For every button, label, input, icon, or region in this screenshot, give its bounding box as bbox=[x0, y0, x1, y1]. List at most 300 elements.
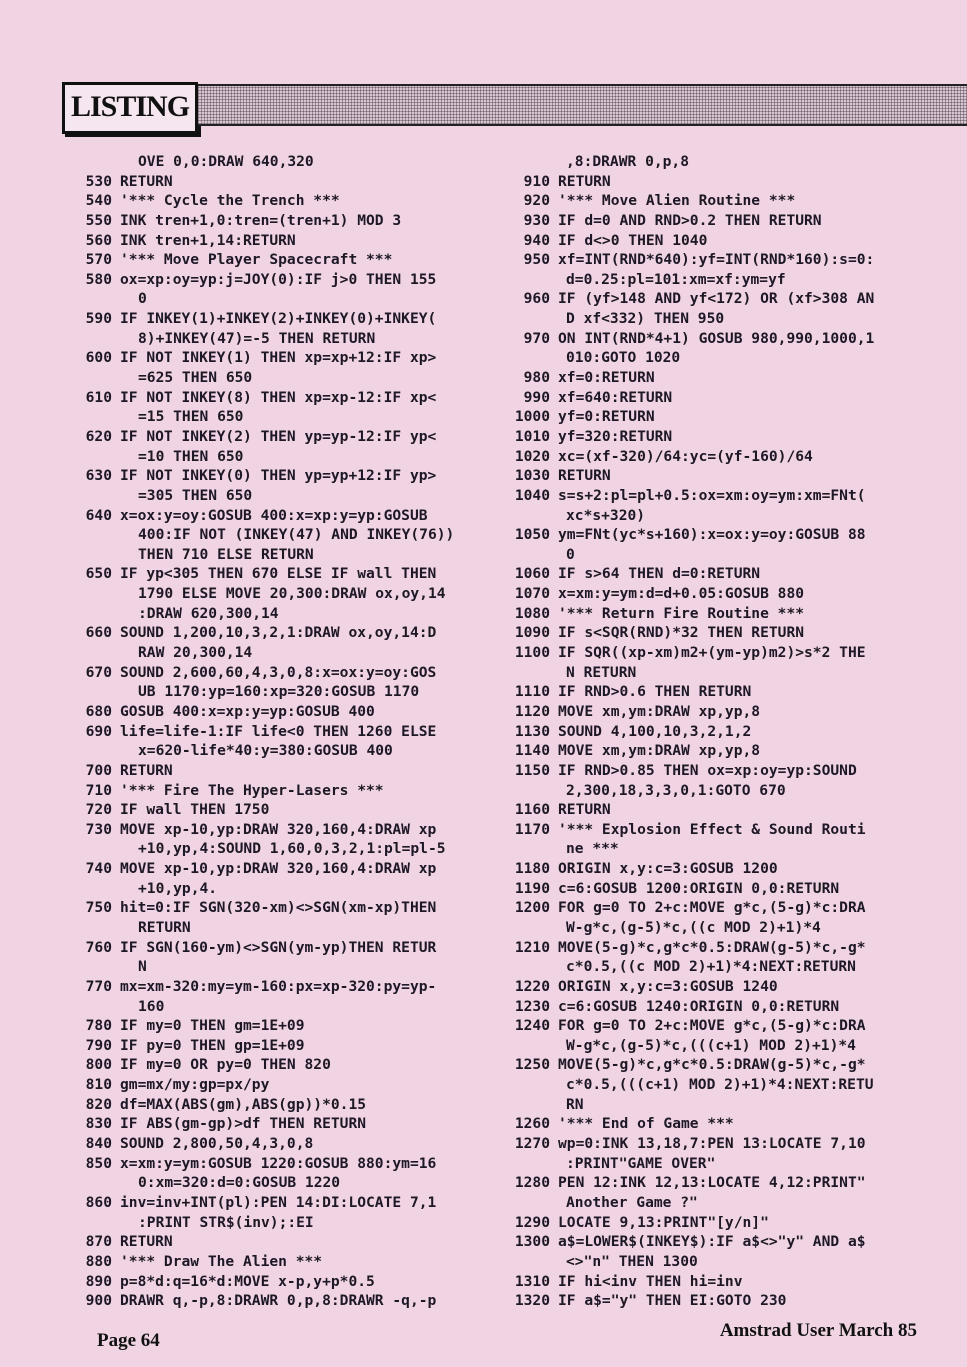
code-text: N bbox=[138, 958, 147, 976]
code-line bbox=[72, 388, 472, 408]
code-text: THEN 710 ELSE RETURN bbox=[138, 545, 314, 563]
code-text: c*0.5,(((c+1) MOD 2)+1)*4:NEXT:RETU bbox=[566, 1076, 874, 1094]
code-line bbox=[500, 957, 900, 977]
code-text: yf=320:RETURN bbox=[558, 427, 673, 445]
code-text: :PRINT STR$(inv);:EI bbox=[138, 1213, 314, 1231]
code-text: IF NOT INKEY(1) THEN xp=xp+12:IF xp> bbox=[120, 349, 437, 367]
line-number: 1160 bbox=[514, 801, 550, 819]
code-text: RETURN bbox=[558, 801, 611, 819]
line-number: 650 bbox=[85, 565, 112, 583]
code-text: :PRINT"GAME OVER" bbox=[566, 1154, 716, 1172]
line-number: 800 bbox=[85, 1056, 112, 1074]
code-line bbox=[72, 1193, 472, 1213]
line-number: 550 bbox=[85, 211, 112, 229]
code-text: ORIGIN x,y:c=3:GOSUB 1200 bbox=[558, 860, 778, 878]
line-number: 660 bbox=[85, 624, 112, 642]
code-line bbox=[500, 643, 900, 663]
code-line bbox=[72, 682, 472, 702]
code-line bbox=[72, 368, 472, 388]
line-number: 1040 bbox=[514, 486, 550, 504]
line-number: 590 bbox=[85, 310, 112, 328]
code-line bbox=[500, 938, 900, 958]
code-line bbox=[72, 938, 472, 958]
code-text: 1790 ELSE MOVE 20,300:DRAW ox,oy,14 bbox=[138, 585, 446, 603]
code-line bbox=[500, 525, 900, 545]
code-line bbox=[500, 1173, 900, 1193]
line-number: 780 bbox=[85, 1017, 112, 1035]
code-line bbox=[72, 525, 472, 545]
code-line bbox=[500, 722, 900, 742]
code-text: 0 bbox=[566, 545, 575, 563]
code-text: IF py=0 THEN gp=1E+09 bbox=[120, 1036, 305, 1054]
line-number: 1030 bbox=[514, 467, 550, 485]
code-text: x=xm:y=ym:GOSUB 1220:GOSUB 880:ym=16 bbox=[120, 1154, 437, 1172]
code-text: D xf<332) THEN 950 bbox=[566, 310, 725, 328]
code-line bbox=[500, 859, 900, 879]
line-number: 720 bbox=[85, 801, 112, 819]
code-text: IF s<SQR(RND)*32 THEN RETURN bbox=[558, 624, 805, 642]
line-number: 570 bbox=[85, 251, 112, 269]
line-number: 1080 bbox=[514, 604, 550, 622]
code-text: 2,300,18,3,3,0,1:GOTO 670 bbox=[566, 781, 786, 799]
code-line bbox=[500, 289, 900, 309]
code-line bbox=[72, 250, 472, 270]
code-text: IF a$="y" THEN EI:GOTO 230 bbox=[558, 1292, 787, 1310]
line-number: 1190 bbox=[514, 879, 550, 897]
code-text: xf=0:RETURN bbox=[558, 369, 655, 387]
code-line bbox=[72, 1272, 472, 1292]
code-line bbox=[500, 1095, 900, 1115]
code-line bbox=[500, 545, 900, 565]
code-text: IF my=0 THEN gm=1E+09 bbox=[120, 1017, 305, 1035]
code-text: IF SGN(160-ym)<>SGN(ym-yp)THEN RETUR bbox=[120, 938, 437, 956]
code-text: MOVE xm,ym:DRAW xp,yp,8 bbox=[558, 702, 761, 720]
line-number: 1320 bbox=[514, 1292, 550, 1310]
line-number: 900 bbox=[85, 1292, 112, 1310]
code-text: c=6:GOSUB 1240:ORIGIN 0,0:RETURN bbox=[558, 997, 840, 1015]
line-number: 530 bbox=[85, 172, 112, 190]
code-text: IF d=0 AND RND>0.2 THEN RETURN bbox=[558, 211, 822, 229]
code-text: yf=0:RETURN bbox=[558, 408, 655, 426]
code-text: =625 THEN 650 bbox=[138, 369, 253, 387]
code-text: =10 THEN 650 bbox=[138, 447, 244, 465]
code-text: '*** Move Alien Routine *** bbox=[558, 192, 796, 210]
code-line bbox=[500, 977, 900, 997]
code-line bbox=[72, 761, 472, 781]
code-line bbox=[500, 447, 900, 467]
code-line bbox=[72, 584, 472, 604]
code-line bbox=[500, 604, 900, 624]
code-line bbox=[72, 1252, 472, 1272]
listing-title: LISTING bbox=[70, 90, 190, 123]
code-line bbox=[500, 231, 900, 251]
code-text: =15 THEN 650 bbox=[138, 408, 244, 426]
code-line bbox=[500, 663, 900, 683]
code-text: life=life-1:IF life<0 THEN 1260 ELSE bbox=[120, 722, 437, 740]
code-text: IF wall THEN 1750 bbox=[120, 801, 270, 819]
code-text: N RETURN bbox=[566, 663, 637, 681]
line-number: 1110 bbox=[514, 683, 550, 701]
line-number: 850 bbox=[85, 1154, 112, 1172]
code-text: '*** Cycle the Trench *** bbox=[120, 192, 340, 210]
code-line bbox=[500, 820, 900, 840]
line-number: 1070 bbox=[514, 585, 550, 603]
code-line bbox=[500, 1272, 900, 1292]
code-line bbox=[500, 879, 900, 899]
line-number: 1280 bbox=[514, 1174, 550, 1192]
code-line bbox=[500, 584, 900, 604]
line-number: 1180 bbox=[514, 860, 550, 878]
line-number: 980 bbox=[523, 369, 550, 387]
code-text: IF (yf>148 AND yf<172) OR (xf>308 AN bbox=[558, 290, 875, 308]
code-line bbox=[72, 152, 472, 172]
code-line bbox=[500, 1252, 900, 1272]
code-text: xc*s+320) bbox=[566, 506, 646, 524]
line-number: 760 bbox=[85, 938, 112, 956]
line-number: 1000 bbox=[514, 408, 550, 426]
code-line bbox=[72, 781, 472, 801]
code-text: LOCATE 9,13:PRINT"[y/n]" bbox=[558, 1213, 769, 1231]
code-text: RETURN bbox=[558, 467, 611, 485]
code-text: MOVE xp-10,yp:DRAW 320,160,4:DRAW xp bbox=[120, 860, 437, 878]
code-text: gm=mx/my:gp=px/py bbox=[120, 1076, 270, 1094]
line-number: 1210 bbox=[514, 938, 550, 956]
code-line bbox=[500, 486, 900, 506]
code-text: '*** Draw The Alien *** bbox=[120, 1252, 323, 1270]
code-line bbox=[72, 309, 472, 329]
code-text: a$=LOWER$(INKEY$):IF a$<>"y" AND a$ bbox=[558, 1233, 866, 1251]
code-text: 0:xm=320:d=0:GOSUB 1220 bbox=[138, 1174, 341, 1192]
code-text: x=xm:y=ym:d=d+0.05:GOSUB 880 bbox=[558, 585, 805, 603]
code-text: 160 bbox=[138, 997, 165, 1015]
code-text: IF ABS(gm-gp)>df THEN RETURN bbox=[120, 1115, 367, 1133]
code-text: x=ox:y=oy:GOSUB 400:x=xp:y=yp:GOSUB bbox=[120, 506, 428, 524]
line-number: 670 bbox=[85, 663, 112, 681]
code-line bbox=[72, 506, 472, 526]
line-number: 750 bbox=[85, 899, 112, 917]
code-line bbox=[500, 1154, 900, 1174]
code-line bbox=[72, 466, 472, 486]
code-text: xf=640:RETURN bbox=[558, 388, 673, 406]
code-text: SOUND 2,800,50,4,3,0,8 bbox=[120, 1135, 314, 1153]
code-text: c*0.5,((c MOD 2)+1)*4:NEXT:RETURN bbox=[566, 958, 856, 976]
line-number: 560 bbox=[85, 231, 112, 249]
page-number: Page 64 bbox=[97, 1330, 160, 1351]
code-line bbox=[72, 1016, 472, 1036]
line-number: 860 bbox=[85, 1193, 112, 1211]
line-number: 910 bbox=[523, 172, 550, 190]
code-line bbox=[72, 270, 472, 290]
code-text: +10,yp,4:SOUND 1,60,0,3,2,1:pl=pl-5 bbox=[138, 840, 446, 858]
listing-tag bbox=[62, 82, 198, 134]
code-text: UB 1170:yp=160:xp=320:GOSUB 1170 bbox=[138, 683, 420, 701]
code-line bbox=[72, 1075, 472, 1095]
code-line bbox=[72, 859, 472, 879]
code-text: SOUND 2,600,60,4,3,0,8:x=ox:y=oy:GOS bbox=[120, 663, 437, 681]
code-text: xf=INT(RND*640):yf=INT(RND*160):s=0: bbox=[558, 251, 875, 269]
line-number: 770 bbox=[85, 977, 112, 995]
code-text: <>"n" THEN 1300 bbox=[566, 1252, 698, 1270]
code-text: RAW 20,300,14 bbox=[138, 644, 253, 662]
line-number: 1020 bbox=[514, 447, 550, 465]
code-line bbox=[72, 702, 472, 722]
line-number: 1220 bbox=[514, 977, 550, 995]
code-line bbox=[72, 820, 472, 840]
code-line bbox=[500, 1055, 900, 1075]
code-line bbox=[72, 211, 472, 231]
code-text: ON INT(RND*4+1) GOSUB 980,990,1000,1 bbox=[558, 329, 875, 347]
code-text: SOUND 1,200,10,3,2,1:DRAW ox,oy,14:D bbox=[120, 624, 437, 642]
code-line bbox=[500, 997, 900, 1017]
code-text: IF my=0 OR py=0 THEN 820 bbox=[120, 1056, 331, 1074]
line-number: 960 bbox=[523, 290, 550, 308]
code-line bbox=[72, 1154, 472, 1174]
code-line bbox=[500, 506, 900, 526]
code-text: '*** End of Game *** bbox=[558, 1115, 734, 1133]
code-line bbox=[500, 781, 900, 801]
line-number: 1300 bbox=[514, 1233, 550, 1251]
line-number: 940 bbox=[523, 231, 550, 249]
code-line bbox=[72, 447, 472, 467]
code-line bbox=[72, 800, 472, 820]
code-text: RETURN bbox=[120, 1233, 173, 1251]
code-text: GOSUB 400:x=xp:y=yp:GOSUB 400 bbox=[120, 702, 375, 720]
code-line bbox=[72, 1055, 472, 1075]
code-text: x=620-life*40:y=380:GOSUB 400 bbox=[138, 742, 393, 760]
line-number: 1170 bbox=[514, 820, 550, 838]
code-line bbox=[72, 231, 472, 251]
line-number: 870 bbox=[85, 1233, 112, 1251]
code-line bbox=[500, 1134, 900, 1154]
code-text: IF NOT INKEY(8) THEN xp=xp-12:IF xp< bbox=[120, 388, 437, 406]
line-number: 690 bbox=[85, 722, 112, 740]
code-line bbox=[500, 191, 900, 211]
line-number: 610 bbox=[85, 388, 112, 406]
code-line bbox=[500, 466, 900, 486]
code-text: inv=inv+INT(pl):PEN 14:DI:LOCATE 7,1 bbox=[120, 1193, 437, 1211]
code-line bbox=[500, 1016, 900, 1036]
code-text: IF hi<inv THEN hi=inv bbox=[558, 1272, 743, 1290]
line-number: 640 bbox=[85, 506, 112, 524]
code-text: 010:GOTO 1020 bbox=[566, 349, 681, 367]
code-text: W-g*c,(g-5)*c,((c MOD 2)+1)*4 bbox=[566, 918, 821, 936]
code-line bbox=[500, 1193, 900, 1213]
code-line bbox=[72, 879, 472, 899]
code-line bbox=[500, 270, 900, 290]
code-line bbox=[72, 427, 472, 447]
code-line bbox=[500, 427, 900, 447]
code-text: MOVE(5-g)*c,g*c*0.5:DRAW(g-5)*c,-g* bbox=[558, 1056, 866, 1074]
line-number: 620 bbox=[85, 427, 112, 445]
right-code-column bbox=[500, 152, 900, 1311]
code-line bbox=[500, 368, 900, 388]
code-line bbox=[500, 348, 900, 368]
line-number: 1240 bbox=[514, 1017, 550, 1035]
code-text: 0 bbox=[138, 290, 147, 308]
line-number: 830 bbox=[85, 1115, 112, 1133]
code-line bbox=[72, 191, 472, 211]
line-number: 710 bbox=[85, 781, 112, 799]
code-line bbox=[72, 1036, 472, 1056]
line-number: 1140 bbox=[514, 742, 550, 760]
code-line bbox=[72, 741, 472, 761]
code-line bbox=[72, 722, 472, 742]
code-line bbox=[500, 741, 900, 761]
line-number: 580 bbox=[85, 270, 112, 288]
line-number: 1230 bbox=[514, 997, 550, 1015]
code-line bbox=[72, 564, 472, 584]
code-text: MOVE(5-g)*c,g*c*0.5:DRAW(g-5)*c,-g* bbox=[558, 938, 866, 956]
line-number: 840 bbox=[85, 1135, 112, 1153]
code-text: Another Game ?" bbox=[566, 1193, 698, 1211]
code-text: MOVE xp-10,yp:DRAW 320,160,4:DRAW xp bbox=[120, 820, 437, 838]
code-line bbox=[500, 250, 900, 270]
code-line bbox=[500, 1213, 900, 1233]
code-line bbox=[500, 172, 900, 192]
code-line bbox=[500, 898, 900, 918]
code-text: INK tren+1,14:RETURN bbox=[120, 231, 296, 249]
line-number: 950 bbox=[523, 251, 550, 269]
code-text: ox=xp:oy=yp:j=JOY(0):IF j>0 THEN 155 bbox=[120, 270, 437, 288]
code-line bbox=[500, 1291, 900, 1311]
code-text: 400:IF NOT (INKEY(47) AND INKEY(76)) bbox=[138, 526, 455, 544]
code-line bbox=[72, 839, 472, 859]
code-text: df=MAX(ABS(gm),ABS(gp))*0.15 bbox=[120, 1095, 367, 1113]
code-text: IF s>64 THEN d=0:RETURN bbox=[558, 565, 761, 583]
code-line bbox=[500, 1114, 900, 1134]
left-code-column bbox=[72, 152, 472, 1311]
line-number: 880 bbox=[85, 1252, 112, 1270]
code-line bbox=[72, 329, 472, 349]
code-text: RETURN bbox=[120, 761, 173, 779]
code-line bbox=[72, 918, 472, 938]
line-number: 1260 bbox=[514, 1115, 550, 1133]
code-text: '*** Explosion Effect & Sound Routi bbox=[558, 820, 866, 838]
code-text: hit=0:IF SGN(320-xm)<>SGN(xm-xp)THEN bbox=[120, 899, 437, 917]
code-line bbox=[500, 761, 900, 781]
code-line bbox=[500, 702, 900, 722]
line-number: 1310 bbox=[514, 1272, 550, 1290]
line-number: 970 bbox=[523, 329, 550, 347]
line-number: 540 bbox=[85, 192, 112, 210]
code-text: IF NOT INKEY(2) THEN yp=yp-12:IF yp< bbox=[120, 427, 437, 445]
line-number: 1290 bbox=[514, 1213, 550, 1231]
code-text: xc=(xf-320)/64:yc=(yf-160)/64 bbox=[558, 447, 813, 465]
code-text: d=0.25:pl=101:xm=xf:ym=yf bbox=[566, 270, 786, 288]
code-text: '*** Return Fire Routine *** bbox=[558, 604, 805, 622]
code-line bbox=[72, 1173, 472, 1193]
code-line bbox=[500, 1232, 900, 1252]
line-number: 680 bbox=[85, 702, 112, 720]
code-text: IF SQR((xp-xm)m2+(ym-yp)m2)>s*2 THE bbox=[558, 644, 866, 662]
code-line bbox=[72, 623, 472, 643]
code-text: INK tren+1,0:tren=(tren+1) MOD 3 bbox=[120, 211, 402, 229]
line-number: 1130 bbox=[514, 722, 550, 740]
code-line bbox=[72, 1114, 472, 1134]
line-number: 1090 bbox=[514, 624, 550, 642]
listing-header bbox=[62, 78, 967, 130]
line-number: 920 bbox=[523, 192, 550, 210]
header-pattern-band bbox=[198, 84, 967, 126]
code-line bbox=[72, 172, 472, 192]
code-text: p=8*d:q=16*d:MOVE x-p,y+p*0.5 bbox=[120, 1272, 375, 1290]
code-line bbox=[500, 800, 900, 820]
code-line bbox=[72, 407, 472, 427]
line-number: 890 bbox=[85, 1272, 112, 1290]
code-line bbox=[72, 977, 472, 997]
code-text: '*** Move Player Spacecraft *** bbox=[120, 251, 393, 269]
code-line bbox=[72, 486, 472, 506]
code-text: :DRAW 620,300,14 bbox=[138, 604, 279, 622]
code-line bbox=[72, 957, 472, 977]
code-text: RETURN bbox=[120, 172, 173, 190]
line-number: 810 bbox=[85, 1076, 112, 1094]
line-number: 990 bbox=[523, 388, 550, 406]
code-text: ORIGIN x,y:c=3:GOSUB 1240 bbox=[558, 977, 778, 995]
code-line bbox=[72, 348, 472, 368]
code-text: RETURN bbox=[558, 172, 611, 190]
code-line bbox=[500, 1075, 900, 1095]
line-number: 730 bbox=[85, 820, 112, 838]
line-number: 820 bbox=[85, 1095, 112, 1113]
code-text: '*** Fire The Hyper-Lasers *** bbox=[120, 781, 384, 799]
code-line bbox=[72, 1291, 472, 1311]
line-number: 1200 bbox=[514, 899, 550, 917]
code-line bbox=[500, 682, 900, 702]
code-text: IF INKEY(1)+INKEY(2)+INKEY(0)+INKEY( bbox=[120, 310, 437, 328]
line-number: 1120 bbox=[514, 702, 550, 720]
line-number: 1060 bbox=[514, 565, 550, 583]
code-text: IF d<>0 THEN 1040 bbox=[558, 231, 708, 249]
code-text: FOR g=0 TO 2+c:MOVE g*c,(5-g)*c:DRA bbox=[558, 1017, 866, 1035]
code-text: ne *** bbox=[566, 840, 619, 858]
code-text: IF NOT INKEY(0) THEN yp=yp+12:IF yp> bbox=[120, 467, 437, 485]
code-text: FOR g=0 TO 2+c:MOVE g*c,(5-g)*c:DRA bbox=[558, 899, 866, 917]
code-text: IF yp<305 THEN 670 ELSE IF wall THEN bbox=[120, 565, 437, 583]
code-line bbox=[72, 997, 472, 1017]
line-number: 1150 bbox=[514, 761, 550, 779]
code-text: mx=xm-320:my=ym-160:px=xp-320:py=yp- bbox=[120, 977, 437, 995]
code-text: +10,yp,4. bbox=[138, 879, 218, 897]
line-number: 790 bbox=[85, 1036, 112, 1054]
code-text: MOVE xm,ym:DRAW xp,yp,8 bbox=[558, 742, 761, 760]
line-number: 1010 bbox=[514, 427, 550, 445]
magazine-issue: Amstrad User March 85 bbox=[719, 1320, 917, 1341]
code-text: IF RND>0.85 THEN ox=xp:oy=yp:SOUND bbox=[558, 761, 857, 779]
code-line bbox=[72, 898, 472, 918]
code-line bbox=[500, 309, 900, 329]
code-text: OVE 0,0:DRAW 640,320 bbox=[138, 153, 314, 170]
code-line bbox=[500, 211, 900, 231]
code-text: 8)+INKEY(47)=-5 THEN RETURN bbox=[138, 329, 376, 347]
line-number: 600 bbox=[85, 349, 112, 367]
code-line bbox=[500, 564, 900, 584]
code-line bbox=[72, 545, 472, 565]
code-text: W-g*c,(g-5)*c,(((c+1) MOD 2)+1)*4 bbox=[566, 1036, 856, 1054]
code-text: PEN 12:INK 12,13:LOCATE 4,12:PRINT" bbox=[558, 1174, 866, 1192]
line-number: 1250 bbox=[514, 1056, 550, 1074]
code-line bbox=[500, 1036, 900, 1056]
code-text: IF RND>0.6 THEN RETURN bbox=[558, 683, 752, 701]
code-line bbox=[500, 918, 900, 938]
code-line bbox=[500, 388, 900, 408]
code-line bbox=[500, 623, 900, 643]
code-line bbox=[72, 1213, 472, 1233]
code-text: wp=0:INK 13,18,7:PEN 13:LOCATE 7,10 bbox=[558, 1135, 866, 1153]
code-text: ym=FNt(yc*s+160):x=ox:y=oy:GOSUB 88 bbox=[558, 526, 866, 544]
code-text: =305 THEN 650 bbox=[138, 486, 253, 504]
code-line bbox=[72, 289, 472, 309]
